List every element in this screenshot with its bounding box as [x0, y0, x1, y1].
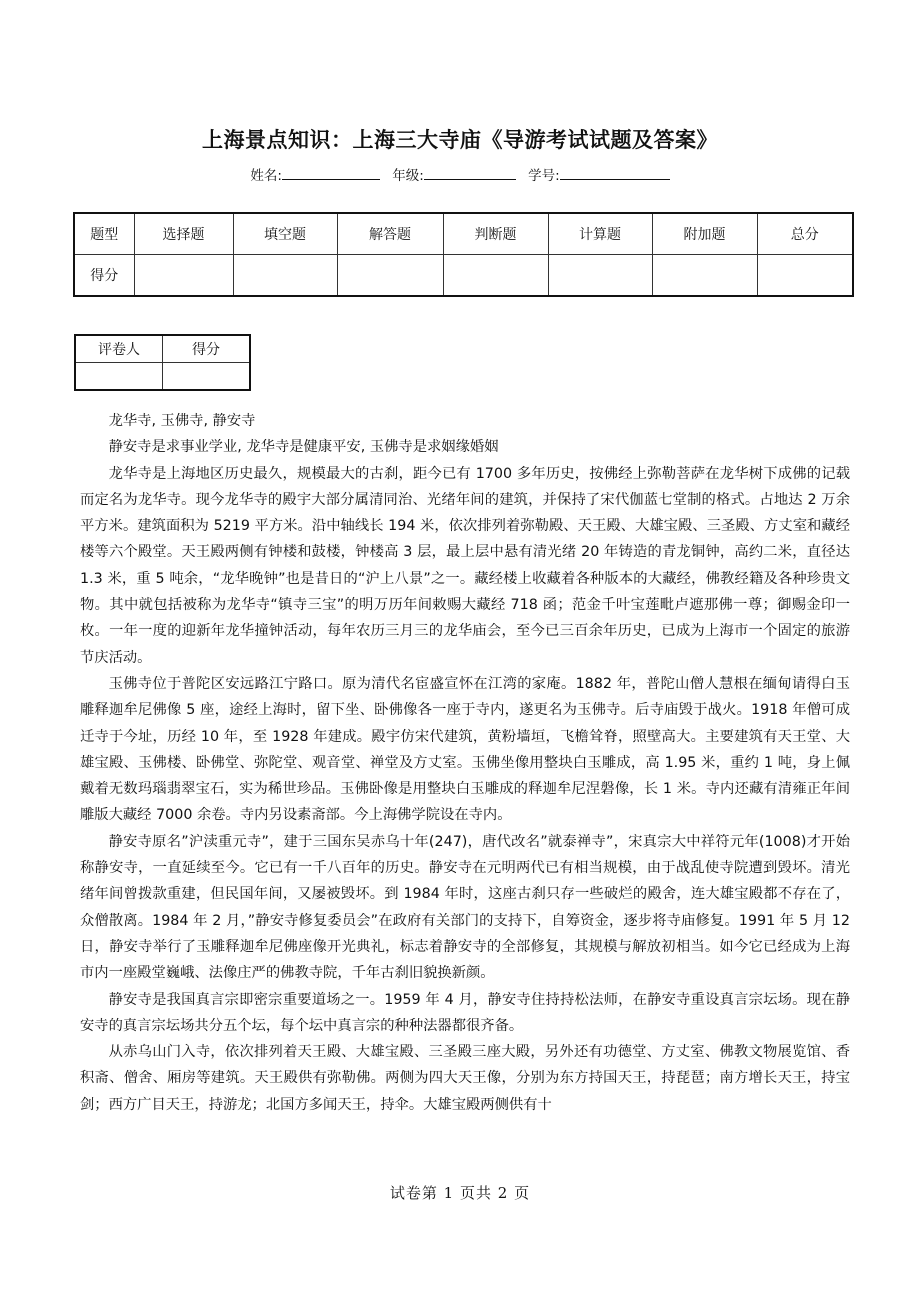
paragraph-longhua: 龙华寺是上海地区历史最久，规模最大的古刹，距今已有 1700 多年历史，按佛经上弥勒菩萨在龙华树下成佛的记载而定名为龙华寺。现今龙华寺的殿宇大部分属清同治、光绪年间的建筑，并保持了宋代伽蓝七堂制的格式。占地达 2 万余平方米。建筑面积为 5219 平方米。沿中轴线长 194 米，依次排列着弥勒殿、天王殿、大雄宝殿、三圣殿、方丈室和藏经楼等六个殿堂。天王殿两侧有钟楼和鼓楼，钟楼高 3 层，最上层中悬有清光绪 20 年铸造的青龙铜钟，高约二米，直径达 1.3 米，重 5 吨余，“龙华晚钟”也是昔日的“沪上八景”之一。藏经楼上收藏着各种版本的大藏经，佛教经籍及各种珍贵文物。其中就包括被称为龙华寺“镇寺三宝”的明万历年间敕赐大藏经 718 函；范金千叶宝莲毗卢遮那佛一尊；御赐金印一枚。一年一度的迎新年龙华撞钟活动，每年农历三月三的龙华庙会，至今已三百余年历史，已成为上海市一个固定的旅游节庆活动。 — [80, 465, 850, 666]
grade-blank[interactable] — [424, 165, 516, 180]
name-field[interactable] — [250, 164, 380, 184]
page-footer: 试卷第 1 页共 2 页 — [389, 1184, 531, 1202]
score-row-label: 得分 — [74, 255, 134, 297]
grader-cell-reviewer[interactable] — [75, 363, 163, 391]
document-title: 上海景点知识：上海三大寺庙《导游考试试题及答案》 — [202, 128, 718, 152]
paragraph-jade-buddha: 玉佛寺位于普陀区安远路江宁路口。原为清代名宦盛宣怀在江湾的家庵。1882 年，普陀山僧人慧根在缅甸请得白玉雕释迦牟尼佛像 5 座，途经上海时，留下坐、卧佛像各一座于寺内，遂更名为玉佛寺。后寺庙毁于战火。1918 年僧可成迁寺于今址，历经 10 年，至 1928 年建成。殿宇仿宋代建筑，黄粉墙垣，飞檐耸脊，照壁高大。主要建筑有天王堂、大雄宝殿、玉佛楼、卧佛堂、弥陀堂、观音堂、禅堂及方丈室。玉佛坐像用整块白玉雕成，高 1.95 米，重约 1 吨，身上佩戴着无数玛瑙翡翠宝石，实为稀世珍品。玉佛卧像是用整块白玉雕成的释迦牟尼涅磐像，长 1 米。寺内还藏有清雍正年间雕版大藏经 7000 余卷。寺内另设素斋部。今上海佛学院设在寺内。 — [80, 675, 850, 824]
score-table — [73, 212, 854, 297]
grader-header-row — [75, 335, 250, 363]
grader-header-reviewer: 评卷人 — [75, 335, 163, 363]
grade-label: 年级: — [392, 168, 424, 184]
score-cell-true-false[interactable] — [443, 255, 548, 297]
grade-field[interactable] — [392, 164, 516, 184]
score-cell-multiple-choice[interactable] — [134, 255, 233, 297]
grader-value-row — [75, 363, 250, 391]
student-info-line — [0, 164, 920, 184]
student-id-blank[interactable] — [560, 165, 670, 180]
header-short-answer: 解答题 — [337, 213, 443, 255]
score-cell-calculation[interactable] — [548, 255, 652, 297]
student-id-label: 学号: — [528, 168, 560, 184]
score-cell-bonus[interactable] — [652, 255, 757, 297]
grader-table — [74, 334, 251, 391]
document-body — [80, 408, 850, 1118]
header-calculation: 计算题 — [548, 213, 652, 255]
score-cell-short-answer[interactable] — [337, 255, 443, 297]
header-multiple-choice: 选择题 — [134, 213, 233, 255]
score-table-header-row — [74, 213, 853, 255]
score-cell-total[interactable] — [757, 255, 853, 297]
header-true-false: 判断题 — [443, 213, 548, 255]
header-fill-blank: 填空题 — [233, 213, 337, 255]
name-blank[interactable] — [282, 165, 380, 180]
header-bonus: 附加题 — [652, 213, 757, 255]
grader-cell-score[interactable] — [163, 363, 251, 391]
score-cell-fill-blank[interactable] — [233, 255, 337, 297]
name-label: 姓名: — [250, 168, 282, 184]
student-id-field[interactable] — [528, 164, 670, 184]
header-total: 总分 — [757, 213, 853, 255]
paragraph-answer-temples: 龙华寺, 玉佛寺, 静安寺 — [108, 413, 256, 429]
paragraph-jingan-layout: 从赤乌山门入寺，依次排列着天王殿、大雄宝殿、三圣殿三座大殿，另外还有功德堂、方丈室、佛教文物展览馆、香积斋、僧舍、厢房等建筑。天王殿供有弥勒佛。两侧为四大天王像，分别为东方持国天王，持琵琶；南方增长天王，持宝剑；西方广目天王，持游龙；北国方多闻天王，持伞。大雄宝殿两侧供有十 — [80, 1044, 850, 1113]
paragraph-jingan-history: 静安寺原名”沪渎重元寺”，建于三国东吴赤乌十年(247)，唐代改名”就泰禅寺”，宋真宗大中祥符元年(1008)才开始称静安寺，一直延续至今。它已有一千八百年的历史。静安寺在元明两代已有相当规模，由于战乱使寺院遭到毁坏。清光绪年间曾拨款重建，但民国年间，又屡被毁坏。到 1984 年时，这座古刹只存一些破烂的殿舍，连大雄宝殿都不存在了，众僧散离。1984 年 2 月，”静安寺修复委员会”在政府有关部门的支持下，自筹资金，逐步将寺庙修复。1991 年 5 月 12 日，静安寺举行了玉雕释迦牟尼佛座像开光典礼，标志着静安寺的全部修复，其规模与解放初相当。如今它已经成为上海市内一座殿堂巍峨、法像庄严的佛教寺院，千年古刹旧貌换新颜。 — [80, 833, 850, 982]
grader-header-score: 得分 — [163, 335, 251, 363]
paragraph-answer-blessings: 静安寺是求事业学业, 龙华寺是健康平安, 玉佛寺是求姻缘婚姻 — [108, 439, 499, 456]
header-question-type: 题型 — [74, 213, 134, 255]
paragraph-jingan-esoteric: 静安寺是我国真言宗即密宗重要道场之一。1959 年 4 月，静安寺住持持松法师，在静安寺重设真言宗坛场。现在静安寺的真言宗坛场共分五个坛，每个坛中真言宗的种种法器都很齐备。 — [80, 991, 850, 1034]
score-table-score-row — [74, 255, 853, 297]
